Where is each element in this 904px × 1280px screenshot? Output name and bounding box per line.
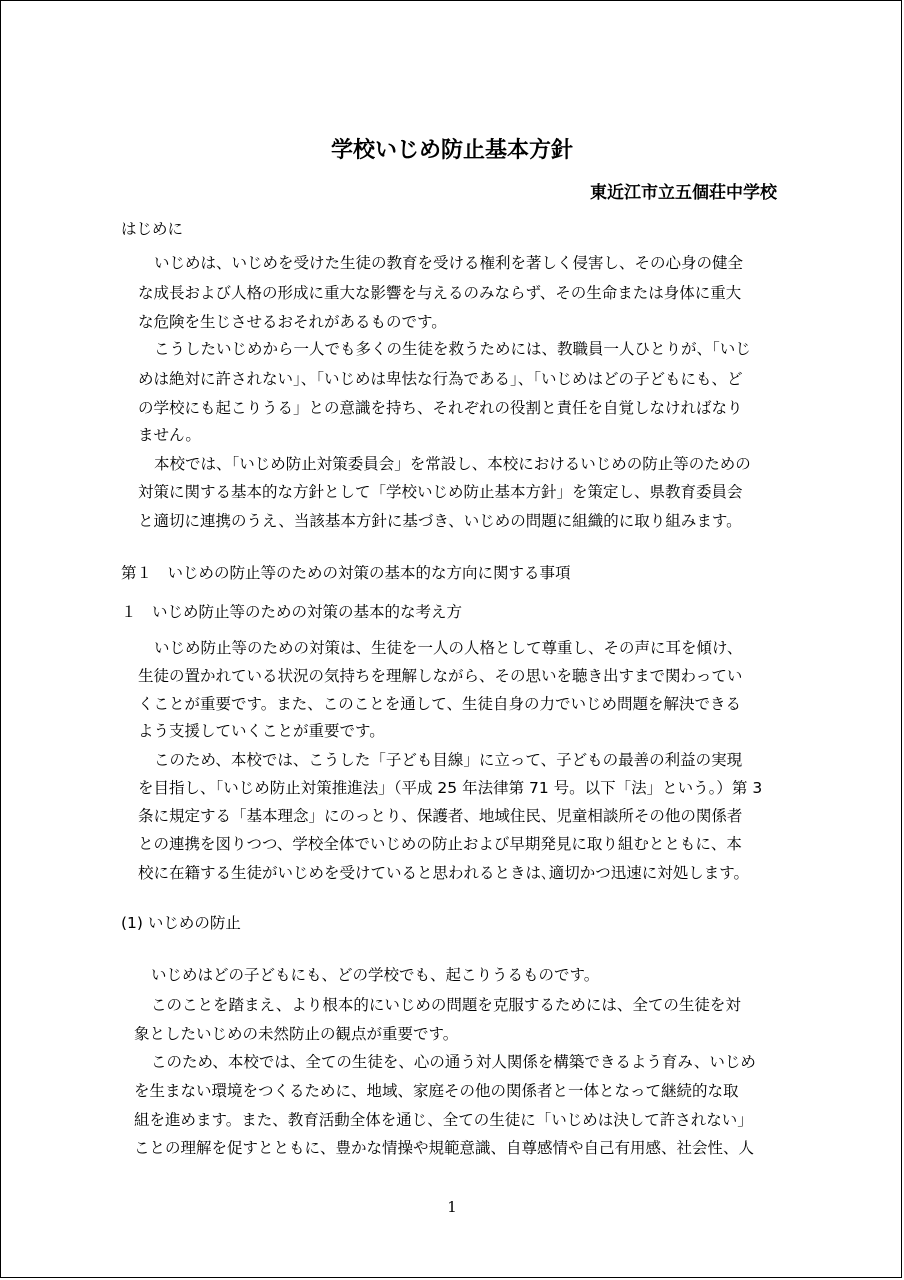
body-line: を目指し、「いじめ防止対策推進法」（平成 25 年法律第 71 号。以下「法」という。）第 3 xyxy=(138,779,763,797)
body-line: 象としたいじめの未然防止の観点が重要です。 xyxy=(134,1025,459,1043)
intro-heading: はじめに xyxy=(121,220,184,238)
intro-line: と適切に連携のうえ、当該基本方針に基づき、いじめの問題に組織的に取り組みます。 xyxy=(138,512,742,530)
intro-line: めは絶対に許されない」、「いじめは卑怯な行為である」、「いじめはどの子どもにも、ど xyxy=(138,370,743,388)
body-line: ことの理解を促すとともに、豊かな情操や規範意識、自尊感情や自己有用感、社会性、人 xyxy=(134,1139,755,1157)
subsection-heading: １ いじめ防止等のための対策の基本的な考え方 xyxy=(121,603,463,621)
intro-line: の学校にも起こりうる」との意識を持ち、それぞれの役割と責任を自覚しなければなり xyxy=(138,399,743,417)
intro-line: ません。 xyxy=(138,426,201,444)
school-name: 東近江市立五個荘中学校 xyxy=(590,183,777,203)
body-line: このため、本校では、全ての生徒を、心の通う対人関係を構築できるよう育み、いじめ xyxy=(151,1053,756,1071)
item-heading: (1) いじめの防止 xyxy=(121,914,241,932)
body-line: 校に在籍する生徒がいじめを受けていると思われるときは､適切かつ迅速に対処します。 xyxy=(138,864,750,882)
body-line: を生まない環境をつくるために、地域、家庭その他の関係者と一体となって継続的な取 xyxy=(134,1082,739,1100)
body-line: いじめはどの子どもにも、どの学校でも、起こりうるものです。 xyxy=(151,966,600,984)
body-line: このことを踏まえ、より根本的にいじめの問題を克服するためには、全ての生徒を対 xyxy=(151,996,741,1014)
page-number: 1 xyxy=(447,1198,457,1216)
body-line: 組を進めます。また、教育活動全体を通じ、全ての生徒に「いじめは決して許されない」 xyxy=(134,1111,753,1129)
intro-line: な成長および人格の形成に重大な影響を与えるのみならず、その生命または身体に重大 xyxy=(138,284,742,302)
intro-line: いじめは、いじめを受けた生徒の教育を受ける権利を著しく侵害し、その心身の健全 xyxy=(154,254,744,272)
body-line: いじめ防止等のための対策は、生徒を一人の人格として尊重し、その声に耳を傾け、 xyxy=(154,639,743,657)
intro-line: 対策に関する基本的な方針として「学校いじめ防止基本方針」を策定し、県教育委員会 xyxy=(138,483,743,501)
intro-line: な危険を生じさせるおそれがあるものです。 xyxy=(138,313,447,331)
body-line: よう支援していくことが重要です。 xyxy=(138,722,385,740)
body-line: 条に規定する「基本理念」にのっとり、保護者、地域住民、児童相談所その他の関係者 xyxy=(138,807,743,825)
body-line: くことが重要です。また、このことを通して、生徒自身の力でいじめ問題を解決できる xyxy=(138,695,741,713)
body-line: 生徒の置かれている状況の気持ちを理解しながら、その思いを聴き出すまで関わってい xyxy=(138,667,743,685)
section-heading: 第１ いじめの防止等のための対策の基本的な方向に関する事項 xyxy=(121,564,571,582)
document-title: 学校いじめ防止基本方針 xyxy=(330,138,573,163)
body-line: との連携を図りつつ、学校全体でいじめの防止および早期発見に取り組むとともに、本 xyxy=(138,835,742,853)
body-line: このため、本校では、こうした「子ども目線」に立って、子どもの最善の利益の実現 xyxy=(154,751,743,769)
intro-line: こうしたいじめから一人でも多くの生徒を救うためには、教職員一人ひとりが、「いじ xyxy=(154,340,751,358)
intro-line: 本校では、「いじめ防止対策委員会」を常設し、本校におけるいじめの防止等のための xyxy=(154,455,751,473)
